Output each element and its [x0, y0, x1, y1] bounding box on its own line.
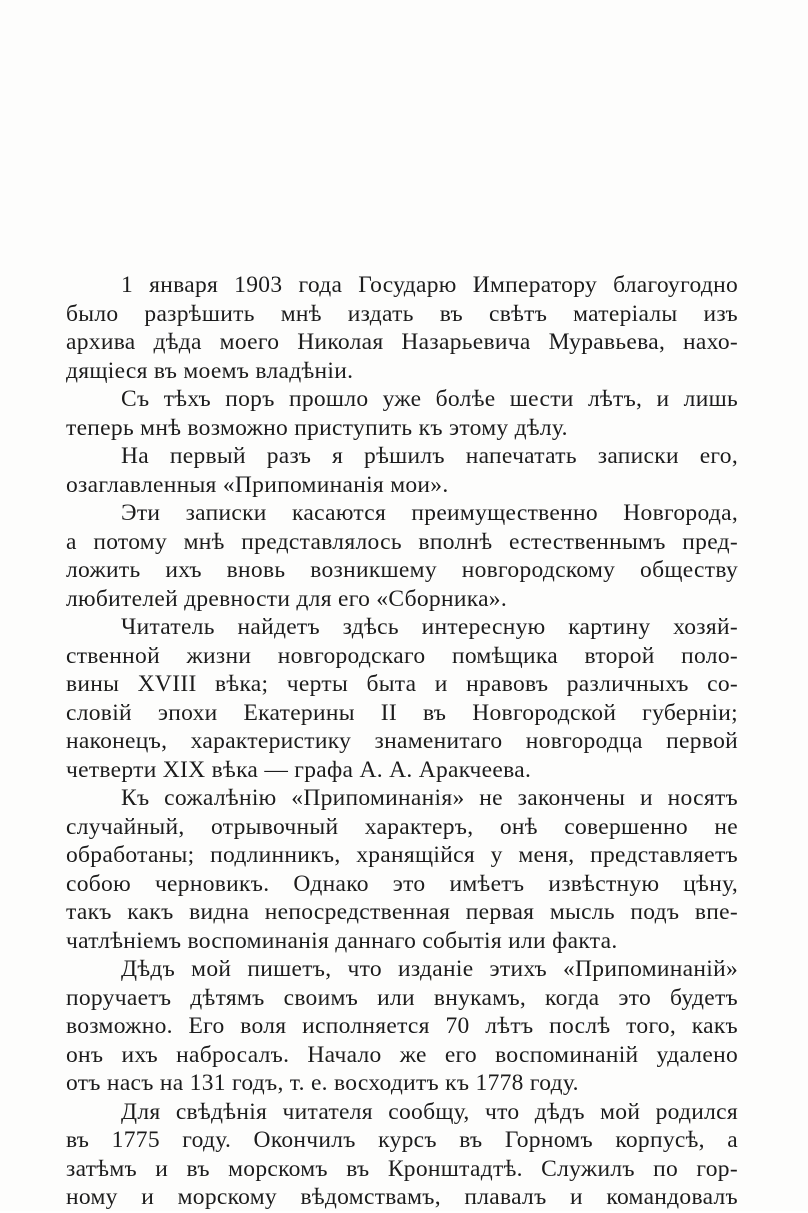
text-line: словій эпохи Екатерины II въ Новгородской губерніи; [66, 699, 738, 726]
text-line: а потому мнѣ представлялось вполнѣ естественнымъ пред- [66, 528, 738, 555]
paragraph-7 [66, 956, 738, 1099]
text-line: Для свѣдѣнія читателя сообщу, что дѣдъ мой родился [121, 1098, 738, 1125]
text-line: 1 января 1903 года Государю Императору благоугодно [121, 272, 738, 298]
text-line: поручаетъ дѣтямъ своимъ или внукамъ, когда это будетъ [66, 984, 738, 1011]
text-line: онъ ихъ набросалъ. Начало же его воспоминаній удалено [66, 1041, 738, 1068]
text-line: ложить ихъ вновь возникшему новгородскому обществу [66, 557, 738, 583]
text-line: теперь мнѣ возможно приступить къ этому дѣлу. [66, 414, 568, 441]
text-line: возможно. Его воля исполняется 70 лѣтъ послѣ того, какъ [66, 1013, 738, 1039]
text-line: На первый разъ я рѣшилъ напечатать записки его, [121, 443, 738, 469]
text-line: вины XVIII вѣка; черты быта и нравовъ различныхъ со- [66, 671, 738, 697]
text-line: собою черновикъ. Однако это имѣетъ извѣстную цѣну, [66, 870, 738, 897]
text-line: обработаны; подлинникъ, хранящійся у меня, представляетъ [66, 842, 738, 868]
text-line: любителей древности для его «Сборника». [66, 585, 508, 612]
paragraph-2 [66, 386, 738, 443]
text-line: Съ тѣхъ поръ прошло уже болѣе шести лѣтъ, и лишь [121, 386, 738, 412]
text-line: въ 1775 году. Окончилъ курсъ въ Горномъ корпусѣ, а [66, 1127, 738, 1153]
text-line: было разрѣшить мнѣ издать въ свѣтъ матеріалы изъ [66, 300, 738, 327]
text-line: четверти XIX вѣка — графа А. А. Аракчеева. [66, 756, 532, 783]
text-line: дящіеся въ моемъ владѣніи. [66, 357, 354, 384]
text-line: наконецъ, характеристику знаменитаго новгородца первой [66, 728, 738, 754]
paragraph-5 [66, 614, 738, 785]
text-line: чатлѣніемъ воспоминанія даннаго событія или факта. [66, 927, 618, 954]
text-line: озаглавленныя «Припоминанія мои». [66, 471, 449, 498]
paragraph-1 [66, 272, 738, 386]
text-line: Читатель найдетъ здѣсь интересную картину хозяй- [121, 614, 738, 640]
paragraph-3 [66, 443, 738, 500]
paragraph-8 [66, 1099, 738, 1213]
text-line: затѣмъ и въ морскомъ въ Кронштадтѣ. Служилъ по гор- [66, 1155, 738, 1182]
paragraph-4 [66, 500, 738, 614]
text-line: Эти записки касаются преимущественно Новгорода, [121, 500, 738, 526]
text-line: архива дѣда моего Николая Назарьевича Муравьева, нахо- [66, 329, 738, 355]
text-line: отъ насъ на 131 годъ, т. е. восходитъ къ 1778 году. [66, 1070, 579, 1096]
text-line: ственной жизни новгородскаго помѣщика второй поло- [66, 642, 738, 669]
text-line: ному и морскому вѣдомствамъ, плавалъ и командовалъ [66, 1184, 738, 1210]
text-line: Дѣдъ мой пишетъ, что изданіе этихъ «Припоминаній» [121, 956, 738, 982]
text-line: такъ какъ видна непосредственная первая мысль подъ впе- [66, 899, 738, 925]
text-line: случайный, отрывочный характеръ, онѣ совершенно не [66, 813, 738, 840]
body-text [66, 272, 738, 1213]
text-line: Къ сожалѣнію «Припоминанія» не закончены и носятъ [121, 785, 738, 811]
paragraph-6 [66, 785, 738, 956]
